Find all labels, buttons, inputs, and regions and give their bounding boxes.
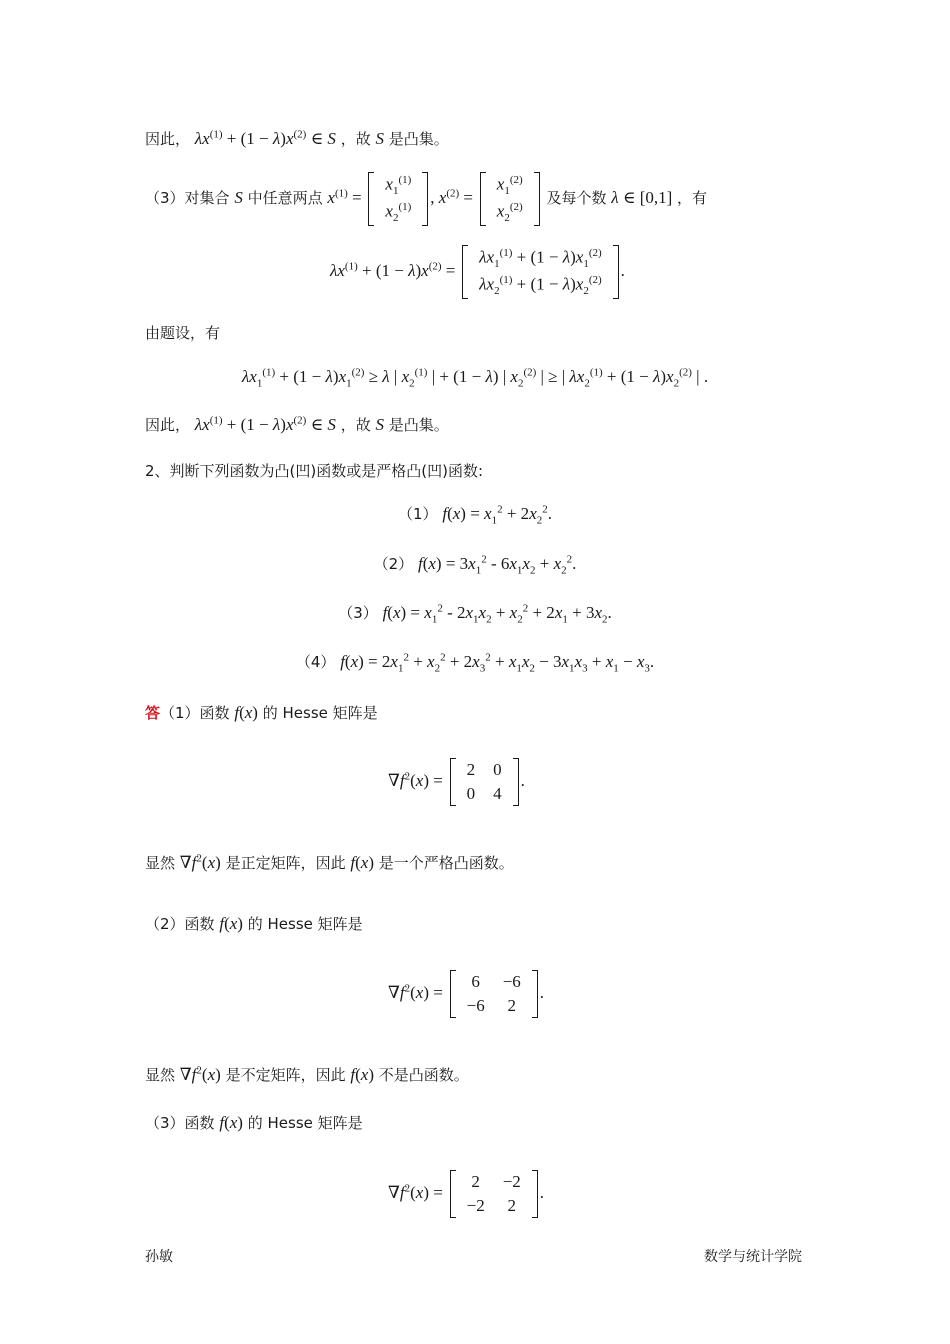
answer-2-conclusion: 显然 $\nabla f^2(x)$ 是不定矩阵，因此 f(x) 不是凸函数。 — [145, 1064, 469, 1084]
answer-3-intro: （3）函数 f(x) 的 Hesse 矩阵是 — [145, 1113, 363, 1132]
matrix-3: 2 −2 −2 2 — [450, 1170, 538, 1218]
inequality-formula: $\lambda x_1^{(1)} + (1 - \lambda)x_1^{(2)} \ge \lambda$ | $x_2^{(1)}$ | + (1 − λ) | $x_2^{(2)}$ | ≥ | $\lambda x_2^{(1)} + (1 - \lambda)x_2^{(2)}$ | . — [241, 366, 709, 390]
footer-author: 孙敏 — [145, 1249, 173, 1265]
combination-vector: $\lambda x_1^{(1)} + (1 - \lambda)x_1^{(2)}$ $\lambda x_2^{(1)} + (1 - \lambda)x_2^{(2)}$ — [462, 245, 619, 299]
formula: $\lambda x^{(1)} + (1 - \lambda)x^{(2)}$ ∈ S — [194, 128, 336, 148]
part3-intro: （3）对集合 S 中任意两点 $x^{(1)}$ = $x_1^{(1)}$ $x_2^{(1)}$ , $x^{(2)}$ = $x_1^{(2)}$ $x_2^{(2)}$ 及每个数 λ ∈ [0,1] ，有 — [145, 174, 708, 225]
matrix-1: 2 0 0 4 — [450, 758, 519, 806]
vector-x2: $x_1^{(2)}$ $x_2^{(2)}$ — [480, 172, 540, 226]
given-text: 由题设，有 — [145, 324, 221, 342]
function-1: （1） $f(x) = x_1^2 + 2x_2^2$. — [398, 503, 552, 527]
answer-1-intro: 答（1）函数 f(x) 的 Hesse 矩阵是 — [145, 703, 378, 722]
footer-school: 数学与统计学院 — [704, 1249, 802, 1265]
question-2-heading: 2、判断下列函数为凸(凹)函数或是严格凸(凹)函数: — [145, 462, 484, 480]
hesse-matrix-2: $\nabla f^2(x)$ = 6 −6 −6 2 . — [388, 970, 544, 1018]
hesse-matrix-1: $\nabla f^2(x)$ = 2 0 0 4 . — [388, 758, 525, 806]
vector-x1: $x_1^{(1)}$ $x_2^{(1)}$ — [368, 172, 428, 226]
function-2: （2） $f(x) = 3x_1^2 - 6x_1x_2 + x_2^2$. — [373, 553, 577, 577]
conclusion-line-2: 因此， $\lambda x^{(1)} + (1 - \lambda)x^{(2)}$ ∈ S ，故 S 是凸集。 — [145, 414, 449, 434]
answer-mark: 答 — [145, 704, 161, 722]
hesse-matrix-3: $\nabla f^2(x)$ = 2 −2 −2 2 . — [388, 1170, 544, 1218]
function-4: （4） $f(x) = 2x_1^2 + x_2^2 + 2x_3^2 + x_1x_2 - 3x_1x_3 + x_1 - x_3$. — [295, 651, 655, 675]
matrix-2: 6 −6 −6 2 — [450, 970, 538, 1018]
combination-formula: $\lambda x^{(1)} + (1 - \lambda)x^{(2)}$ = $\lambda x_1^{(1)} + (1 - \lambda)x_1^{(2)}$ $\lambda x_2^{(1)} + (1 - \lambda)x_2^{(2)}$ . — [330, 247, 625, 298]
conclusion-line-1: 因此， $\lambda x^{(1)} + (1 - \lambda)x^{(2)}$ ∈ S ，故 S 是凸集。 — [145, 128, 449, 148]
answer-1-conclusion: 显然 $\nabla f^2(x)$ 是正定矩阵，因此 f(x) 是一个严格凸函数。 — [145, 852, 514, 872]
function-3: （3） $f(x) = x_1^2 - 2x_1x_2 + x_2^2 + 2x_1 + 3x_2$. — [338, 602, 612, 626]
answer-2-intro: （2）函数 f(x) 的 Hesse 矩阵是 — [145, 914, 363, 933]
